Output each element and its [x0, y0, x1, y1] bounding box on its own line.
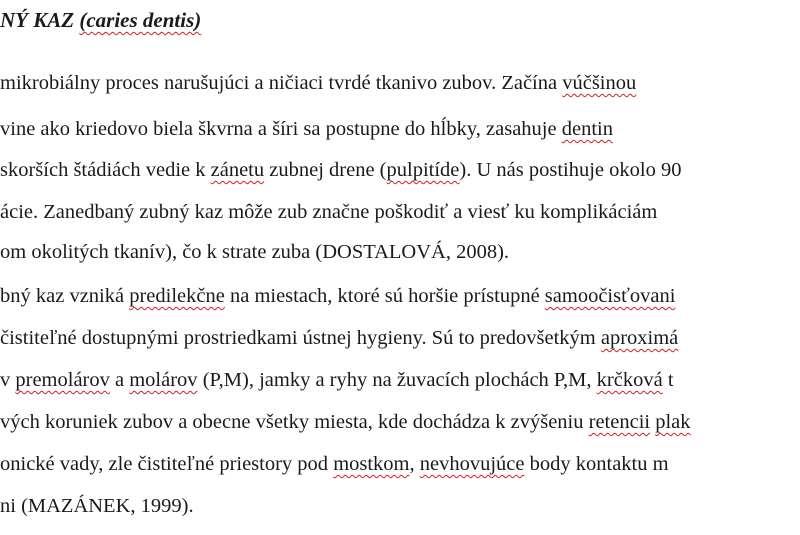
spellcheck-flagged-word: predilekčne: [129, 285, 225, 307]
text-line-9: [0, 410, 691, 434]
text-run: vých koruniek zubov a obecne všetky miesta, kde dochádza k zvýšeniu: [0, 411, 589, 433]
heading-main-text: NÝ KAZ: [0, 8, 80, 32]
text-line-1: [0, 71, 636, 95]
text-run: ). U nás postihuje okolo 90: [459, 159, 682, 181]
text-line-8: [0, 368, 674, 392]
spellcheck-flagged-word: samoočisťovani: [544, 285, 676, 307]
spellcheck-flagged-word: retencii: [588, 411, 651, 433]
text-run: čistiteľné dostupnými prostriedkami ústnej hygieny. Sú to predovšetkým: [0, 327, 601, 349]
text-line-5: [0, 240, 509, 264]
text-run: a: [109, 369, 130, 391]
text-run: v: [0, 369, 16, 391]
text-run: vine ako kriedovo biela škvrna a šíri sa postupne do hĺbky, zasahuje: [0, 118, 562, 140]
text-line-11: [0, 494, 194, 518]
text-run: (P,M), jamky a ryhy na žuvacích plochách P,M,: [197, 369, 597, 391]
text-line-7: [0, 326, 678, 350]
text-line-3: [0, 158, 681, 182]
text-run: t: [662, 369, 674, 391]
spellcheck-flagged-word: premolárov: [15, 369, 110, 391]
text-run: skorších štádiách vedie k: [0, 159, 211, 181]
spellcheck-flagged-word: pulpitíde: [386, 159, 460, 181]
spellcheck-flagged-word: krčková: [596, 369, 663, 391]
text-line-10: [0, 452, 669, 476]
text-run: bný kaz vzniká: [0, 285, 130, 307]
text-line-4: [0, 200, 657, 224]
spellcheck-flagged-word: mostkom: [333, 453, 410, 475]
text-run: ácie. Zanedbaný zubný kaz môže zub značne poškodiť a viesť ku komplikáciám: [0, 201, 658, 223]
spellcheck-flagged-word: aproximá: [600, 327, 679, 349]
spellcheck-flagged-word: plak: [655, 411, 691, 433]
heading-latin-text: (caries dentis): [79, 8, 202, 32]
text-line-6: [0, 284, 675, 308]
text-run: na miestach, ktoré sú horšie prístupné: [224, 285, 545, 307]
spellcheck-flagged-word: vúčšinou: [562, 72, 637, 94]
text-run: ni (MAZÁNEK, 1999).: [0, 495, 194, 517]
spellcheck-flagged-word: molárov: [129, 369, 198, 391]
spellcheck-flagged-word: zánetu: [210, 159, 265, 181]
text-run: body kontaktu m: [524, 453, 669, 475]
text-line-2: [0, 117, 613, 141]
section-heading: [0, 8, 201, 33]
text-run: om okolitých tkanív), čo k strate zuba (DOSTALOVÁ, 2008).: [0, 241, 510, 263]
text-run: onické vady, zle čistiteľné priestory pod: [0, 453, 334, 475]
text-run: ,: [409, 453, 420, 475]
spellcheck-flagged-word: nevhovujúce: [419, 453, 525, 475]
spellcheck-flagged-word: dentin: [561, 118, 613, 140]
text-run: mikrobiálny proces narušujúci a ničiaci tvrdé tkanivo zubov. Začína: [0, 72, 563, 94]
text-run: zubnej drene (: [264, 159, 387, 181]
